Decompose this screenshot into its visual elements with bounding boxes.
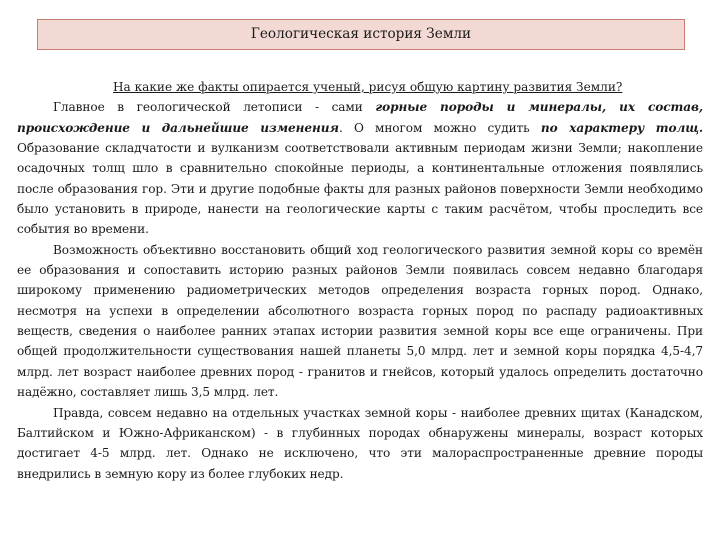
text-body (17, 77, 703, 484)
paragraph-1 (17, 97, 703, 239)
emphasized-text: по характеру толщ. (540, 120, 703, 135)
text-run: Возможность объективно восстановить общий ход геологического развития земной коры со времён ее образования и сопоставить историю разных районов Земли появилась совсем недавно благодаря широкому применению радиометрических методов определения возраста горных пород. Однако, несмотря на успехи в определении абсолютного возраста горных пород по распаду радиоактивных веществ, сведения о наиболее ранних этапах истории развития земной коры все еще ограничены. При общей продолжительности существования нашей планеты 5,0 млрд. лет и земной коры порядка 4,5-4,7 млрд. лет возраст наиболее древних пород - гранитов и гнейсов, который удалось определить достаточно надёжно, составляет лишь 3,5 млрд. лет. (17, 242, 703, 400)
text-run: . О многом можно судить (338, 120, 541, 135)
paragraph-2 (17, 240, 703, 403)
page-title: Геологическая история Земли (37, 19, 685, 50)
paragraph-3 (17, 403, 703, 484)
text-run: Главное в геологической летописи - сами (53, 100, 376, 115)
text-run: Правда, совсем недавно на отдельных участках земной коры - наиболее древних щитах (Канадском, Балтийском и Южно-Африканском) - в глубинных породах обнаружены минералы, возраст которых достигает 4-5 млрд. лет. Однако не исключено, что эти малораспространенные древние породы внедрились в земную кору из более глубоких недр. (17, 405, 703, 481)
text-run: Образование складчатости и вулканизм соответствовали активным периодам жизни Земли; накопление осадочных толщ шло в сравнительно спокойные периоды, а континентальные отложения появлялись после образования гор. Эти и другие подобные факты для разных районов поверхности Земли необходимо было установить в природе, нанести на геологические карты с таким расчётом, чтобы проследить все события во времени. (17, 141, 703, 237)
emphasized-text: горные породы и минералы, их состав, происхождение и дальнейшие изменения (17, 100, 704, 135)
question-heading: На какие же факты опирается ученый, рисуя общую картину развития Земли? (113, 80, 623, 94)
